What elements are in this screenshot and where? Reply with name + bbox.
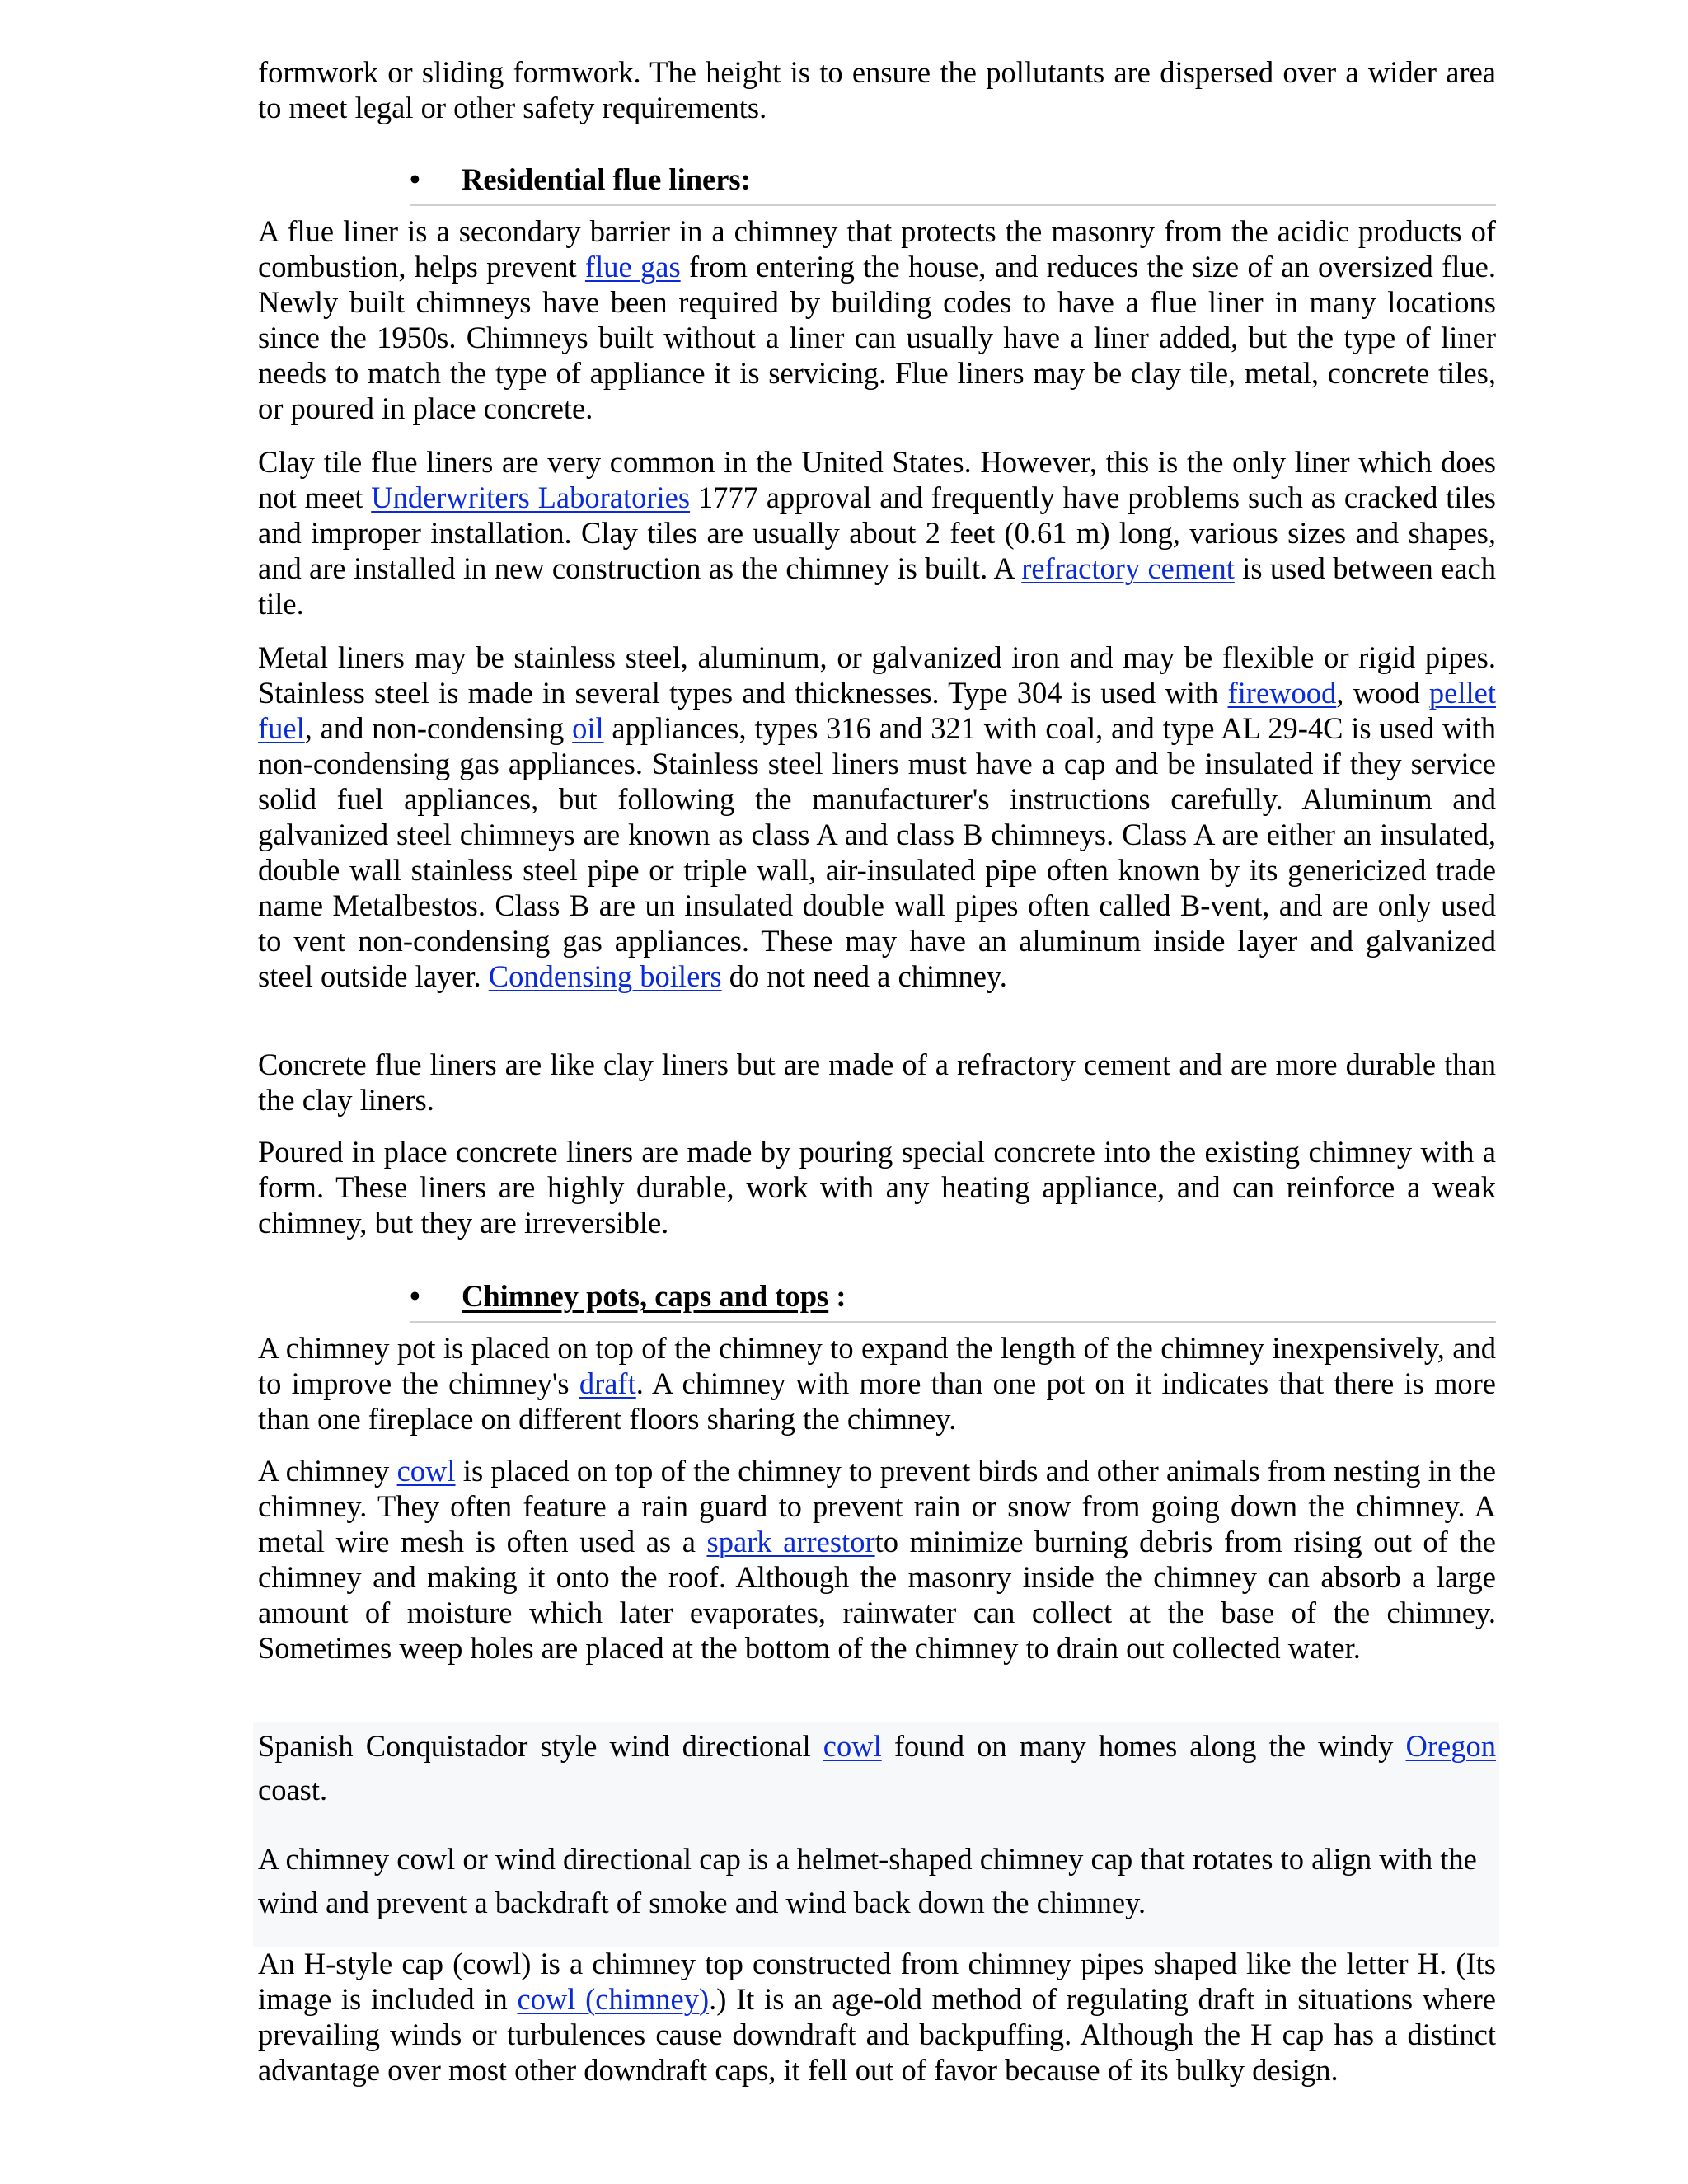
text-run: A chimney (258, 1454, 397, 1488)
section-heading-flue-liners (410, 162, 1496, 206)
paragraph-concrete-liners (258, 1047, 1496, 1118)
link-oil[interactable]: oil (572, 711, 604, 745)
text-run: .) It is an age-old method of regulating draft in situations where prevailing winds or turbulences cause downdraft and backpuffing. Although the H cap has a distinct advantage over most other downdraft caps, it fell out of favor because of its bulky design. (258, 1982, 1496, 2087)
paragraph-poured-liners (258, 1134, 1496, 1240)
text-run: to minimize burning debris from rising out of the chimney and making it onto the roof. Although the masonry inside the chimney can absorb a large amount of moisture which later evaporates, rainwater can collect at the base of the chimney. Sometimes weep holes are placed at the bottom of the chimney to drain out collected water. (258, 1525, 1496, 1665)
bullet-icon: • (410, 162, 420, 196)
text-run: A chimney pot is placed on top of the chimney to expand the length of the chimney inexpensively, and to improve the chimney's (258, 1331, 1496, 1400)
text-run: found on many homes along the windy (881, 1729, 1406, 1763)
text-run: Metal liners may be stainless steel, aluminum, or galvanized iron and may be flexible or rigid pipes. Stainless steel is made in several types and thicknesses. Type 304 is used with (258, 640, 1496, 710)
text-run: . A chimney with more than one pot on it indicates that there is more than one fireplace on different floors sharing the chimney. (258, 1366, 1496, 1436)
link-refractory-cement[interactable]: refractory cement (1021, 551, 1235, 585)
link-oregon[interactable]: Oregon (1405, 1729, 1496, 1763)
text-run: , and non-condensing (304, 711, 573, 745)
text-run: coast. (258, 1773, 328, 1807)
link-underwriters-laboratories[interactable]: Underwriters Laboratories (371, 480, 691, 514)
text-run: is placed on top of the chimney to prevent birds and other animals from nesting in the chimney. They often feature a rain guard to prevent rain or snow from going down the chimney. A metal wire mesh is often used as a (258, 1454, 1496, 1558)
text-run: Concrete flue liners are like clay liners but are made of a refractory cement and are more durable than the clay liners. (258, 1047, 1496, 1117)
text-run: Clay tile flue liners are very common in the United States. However, this is the only liner which does not meet (258, 445, 1496, 514)
text-run: 1777 approval and frequently have problems such as cracked tiles and improper installation. Clay tiles are usually about 2 feet (0.61 m) long, various sizes and shapes, and are installed in new construction as the chimney is built. A (258, 480, 1496, 585)
intro-paragraph (258, 54, 1496, 125)
intro-text: formwork or sliding formwork. The height is to ensure the pollutants are dispersed over a wider area to meet legal or other safety requirements. (258, 55, 1496, 124)
heading-text: Residential flue liners: (462, 162, 751, 196)
figure-caption (258, 1724, 1496, 1811)
section-heading-chimney-pots (410, 1278, 1496, 1323)
link-chimney-pots-heading[interactable]: Chimney pots, caps and tops (462, 1279, 829, 1313)
paragraph-chimney-pot (258, 1330, 1496, 1436)
link-condensing-boilers[interactable]: Condensing boilers (488, 959, 722, 993)
text-run: An H-style cap (cowl) is a chimney top constructed from chimney pipes shaped like the letter H. (Its image is included in (258, 1947, 1496, 2016)
text-run: Spanish Conquistador style wind directional (258, 1729, 823, 1763)
link-cowl-chimney[interactable]: cowl (chimney) (517, 1982, 710, 2016)
link-flue-gas[interactable]: flue gas (584, 250, 681, 284)
text-run: Poured in place concrete liners are made by pouring special concrete into the existing chimney with a form. These liners are highly durable, work with any heating appliance, and can reinforce a weak chimney, but they are irreversible. (258, 1135, 1496, 1240)
link-pellet-fuel[interactable]: pellet fuel (258, 676, 1496, 745)
link-draft[interactable]: draft (579, 1366, 636, 1400)
paragraph-clay-tile (258, 444, 1496, 621)
text-run: A chimney cowl or wind directional cap is a helmet-shaped chimney cap that rotates to align with the wind and prevent a backdraft of smoke and wind back down the chimney. (258, 1842, 1477, 1919)
link-firewood[interactable]: firewood (1227, 676, 1337, 710)
link-cowl[interactable]: cowl (396, 1454, 456, 1488)
link-spark-arrestor[interactable]: spark arrestor (706, 1525, 875, 1558)
text-run: appliances, types 316 and 321 with coal, and type AL 29-4C is used with non-condensing gas appliances. Stainless steel liners must have a cap and be insulated if they service solid fuel appliances, but following the manufacturer's instructions carefully. Aluminum and galvanized steel chimneys are known as class A and class B chimneys. Class A are either an insulated, double wall stainless steel pipe or triple wall, air-insulated pipe often known by its genericized trade name Metalbestos. Class B are un insulated double wall pipes often called B-vent, and are only used to vent non-condensing gas appliances. These may have an aluminum inside layer and galvanized steel outside layer. (258, 711, 1496, 993)
heading-suffix: : (828, 1279, 846, 1313)
text-run: A flue liner is a secondary barrier in a chimney that protects the masonry from the acidic products of combustion, helps prevent (258, 214, 1496, 284)
paragraph-h-style-cap (258, 1946, 1496, 2088)
paragraph-chimney-cowl (258, 1453, 1496, 1666)
paragraph-flue-liner-intro (258, 213, 1496, 426)
text-run: from entering the house, and reduces the size of an oversized flue. Newly built chimneys have been required by building codes to have a flue liner in many locations since the 1950s. Chimneys built without a liner can usually have a liner added, but the type of liner needs to match the type of appliance it is servicing. Flue liners may be clay tile, metal, concrete tiles, or poured in place concrete. (258, 250, 1496, 425)
text-run: do not need a chimney. (721, 959, 1007, 993)
heading-text (462, 1278, 846, 1314)
cowl-description (258, 1837, 1478, 1924)
text-run: is used between each tile. (258, 551, 1497, 621)
bullet-icon: • (410, 1279, 420, 1313)
paragraph-metal-liners (258, 640, 1496, 994)
text-run: , wood (1336, 676, 1429, 710)
link-cowl-caption[interactable]: cowl (823, 1729, 882, 1763)
